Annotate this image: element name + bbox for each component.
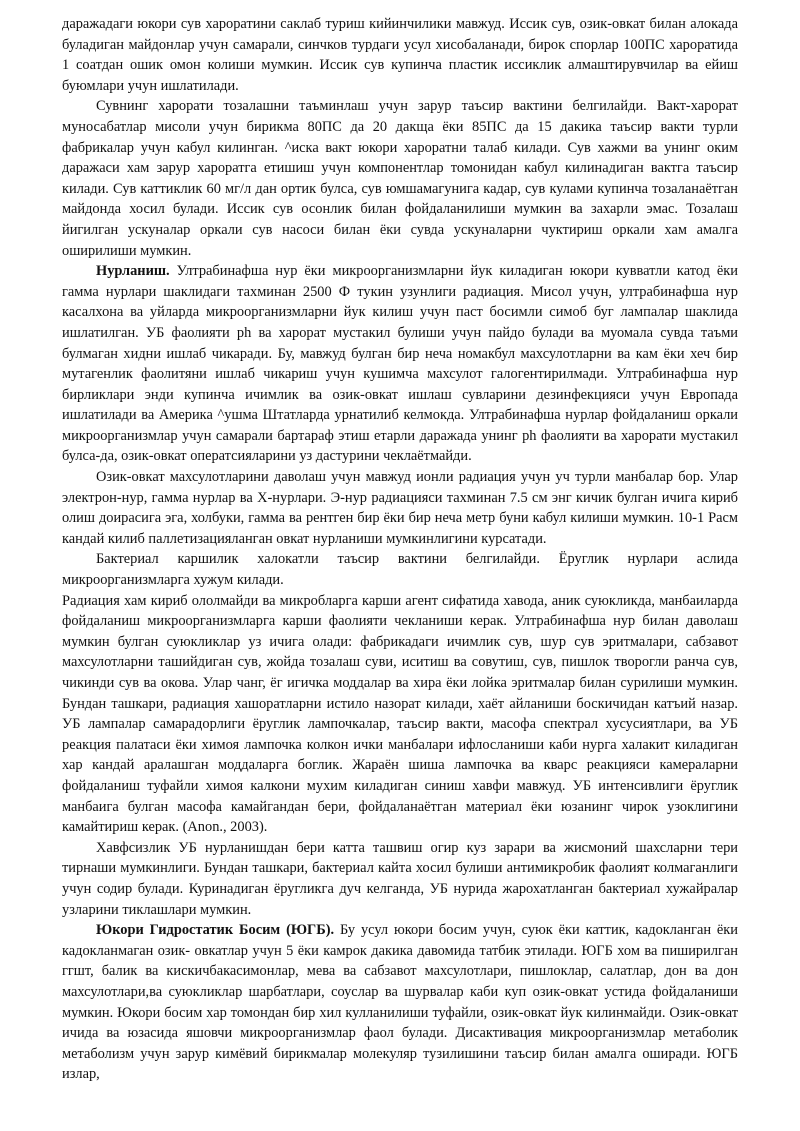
paragraph-bacterial-resistance [62, 549, 738, 590]
paragraph-text: даражадаги юкори сув хароратини саклаб туриш кийинчилики мавжуд. Иссик сув, озик-овкат билан алокада буладиган майдонлар учун самарали, синчков турдаги усул хисобаланади, бирок спорлар 100ПС хароратида 1 соатдан ошик омон колиши мумкин. Иссик сув купинча пластик иссиклик алмаштирувчилар ва ейиш буюмлари учун ишлатилади. [62, 16, 738, 94]
paragraph-hot-water [62, 14, 738, 96]
paragraph-radiation-penetration [62, 591, 738, 838]
paragraph-text: Бактериал каршилик халокатли таъсир вактини белгилайди. Ёруглик нурлари аслида микроорганизмларга хужум килади. [62, 551, 738, 589]
paragraph-text: Радиация хам кириб ололмайди ва микробларга карши агент сифатида хавода, аник суюкликда, манбаиларда фойдаланиш микроорганизмларга карши фаолияти чекланиши керак. Ултрабинафша нур билан даволаш мумкин булган суюкликлар уз ичига олади: фабрикадаги ичимлик сув, шур сув эритмалари, сабзавот махсулотларни ташийдиган сув, жойда тозалаш суви, иситиш ва совутиш, сув, пишлок творогли ранча сув, чикинди сув ва окова. Улар чанг, ёг игичка моддалар ва хира ёки лойка эритмалар билан сурилиши мумкин. Бундан ташкари, радиация хашоратларни истило назорат килади, хаёт айланиши боскичидан катъий назар. УБ лампалар самарадорлиги ёруглик лампочкалар, таъсир вакти, масофа спектрал хусусиятлари, ва УБ реакция палатаси ёки химоя лампочка колкон ички манбалари ифлосланиши каби нурга халакит киладиган хар кандай аралашган моддаларга боглик. Жараён шиша лампочка ва кварс реакцияси камераларни фойдаланиш туфайли химоя калкони мухим киладиган синиш хавфи мавжуд. УБ интенсивлиги ёруглик манбаига булган масофа камайгандан бери, фойдаланаётган материал ёки юзанинг чирок узоклигини камайтириш керак. (Anon., 2003). [62, 592, 738, 836]
paragraph-ionizing-sources [62, 467, 738, 549]
paragraph-text: Сувнинг харорати тозалашни таъминлаш учун зарур таъсир вактини белгилайди. Вакт-харорат муносабатлар мисоли учун бирикма 80ПС да 20 дакща ёки 85ПС да 15 дакика таъсир вакти турли фабрикалар учун кабул килинган. ^иска вакт юкори хароратни талаб килади. Сув хажми ва унинг оким даражаси хам зарур хароратга етишиш учун компонентлар томонидан кабул килинадиган вактга таъсир килади. Сув каттиклик 60 мг/л дан ортик булса, сув юмшамагунига кадар, сув кулами купинча тозаланаётган майдонда хосил булади. Иссик сув осонлик билан фойдаланилиши мумкин ва захарли эмас. Тозалаш йигилган ускуналар оркали сув насоси билан ёки сувда ускуналарни чуктириш оркали хам амалга оширилиши мумкин. [62, 98, 738, 259]
paragraph-uv-safety [62, 838, 738, 920]
paragraph-text: Ултрабинафша нур ёки микроорганизмларни йук киладиган юкори кувватли катод ёки гамма нурлари шаклидаги тахминан 2500 Ф тукин узунлиги радиация. Мисол учун, ултрабинафша нур касалхона ва уйларда микроорганизмларни йук килиш учун паст босимли симоб буг лампалар шаклида ишлатилган. УБ фаолияти ph ва харорат мустакил булиши учун пайдо булади ва муомала сувда таъми булмаган хидни ишлаб чикаради. Бу, мавжуд булган бир неча номакбул махсулотларни ва кам ёки хеч бир мутагенлик фаолитяни ишлаб чикариш учун кушимча махсулот галогентирилмади. Ултрабинафша нур бирликлари энди купинча ичимлик ва озик-овкат ишлаш сувларини дезинфекцияси учун Европада ишлатилади ва Америка ^ушма Штатларда урнатилиб келмокда. Ултрабинафша нурлар фойдаланиш оркали микроорганизмлар учун самарали бартараф этиш етарли даражада унинг ph фаолияти ва харорати мустакил булса-да, озик-овкат оператсияларини уз дастурини чеклаётмайди. [62, 263, 738, 465]
paragraph-high-pressure [62, 920, 738, 1085]
paragraph-text: Хавфсизлик УБ нурланишдан бери катта ташвиш огир куз зарари ва жисмоний шахсларни тери тирнаши мумкинлиги. Бундан ташкари, бактериал кайта хосил булиши антимикробик фаолият колмаганлиги учун содир булади. Куринадиган ёругликга дуч келганда, УБ нурида жарохатланган бактериал хужайралар узларини тиклашлари мумкин. [62, 839, 738, 918]
paragraph-text: Бу усул юкори босим учун, суюк ёки каттик, кадокланган ёки кадокланмаган озик- овкатлар учун 5 ёки камрок дакика давомида татбик этилади. ЮГБ хом ва пиширилган ггшт, балик ва кискичбакасимонлар, мева ва сабзавот махсулотлари, пишлоклар, салатлар, дон ва дон махсулотлари,ва суюкликлар шарбатлари, соуслар ва шурвалар каби куп озик-овкат устида фойдаланиши мумкин. Юкори босим хар томондан бир хил кулланилиши туфайли, озик-овкат йук килинмайди. Озик-овкат ичида ва юзасида яшовчи микроорганизмлар фаол булади. Дисактивация микроорганизмлар метаболик метаболизм учун зарур кимёвий бирикмалар молекуляр тузилишини таъсир билан амалга оширади. ЮГБ излар, [62, 922, 738, 1083]
paragraph-text: Озик-овкат махсулотларини даволаш учун мавжуд ионли радиация учун уч турли манбалар бор. Улар электрон-нур, гамма нурлар ва Х-нурлари. Э-нур радиацияси тахминан 7.5 см энг кичик булган ичига кириб олиш доирасига эга, холбуки, гамма ва рентген бир ёки бир неча метр буни кабул килиши мумкин. 10-1 Расм кандай килиб паллетизацияланган овкат нурланиши мумкинлигини курсатади. [62, 469, 738, 547]
section-heading-irradiation: Нурланиш. [96, 263, 170, 280]
paragraph-irradiation [62, 261, 738, 467]
section-heading-hpp: Юкори Гидростатик Босим (ЮГБ). [96, 922, 335, 939]
paragraph-water-temperature [62, 96, 738, 261]
